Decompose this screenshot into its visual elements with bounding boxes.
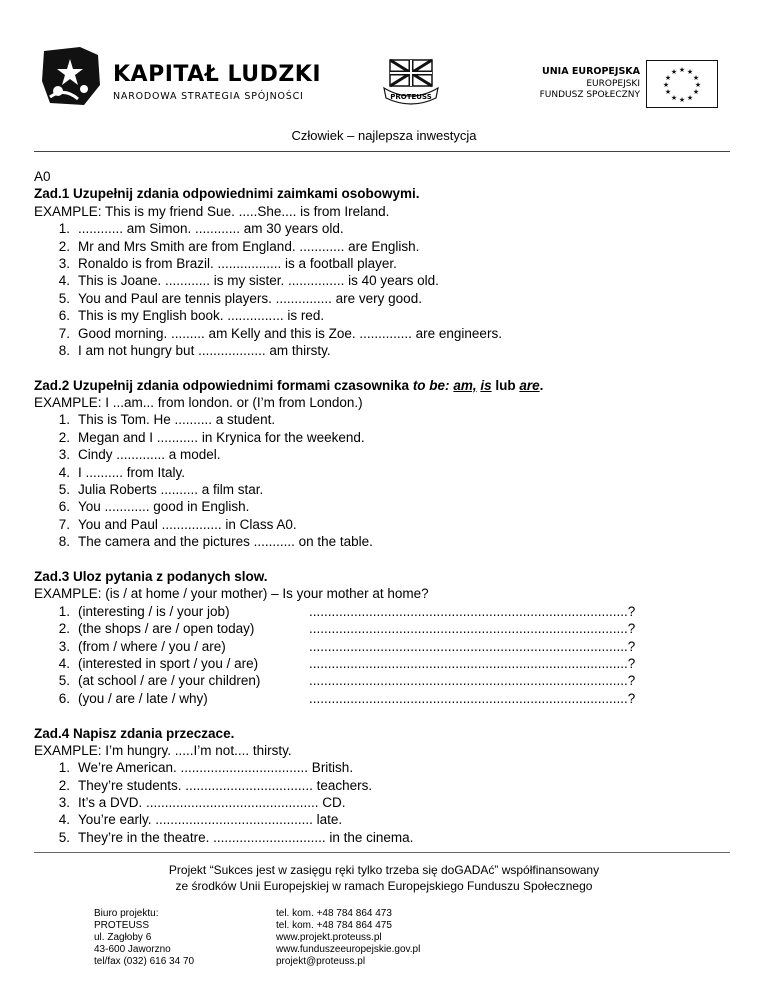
ue-text-block xyxy=(540,66,640,100)
kapital-ludzki-subtitle: NARODOWA STRATEGIA SPÓJNOŚCI xyxy=(113,91,304,102)
proteuss-logo xyxy=(380,58,442,108)
item-number: 2. xyxy=(58,429,70,445)
item-text: You and Paul are tennis players. ............... are very good. xyxy=(78,290,422,306)
item-text: I .......... from Italy. xyxy=(78,464,186,480)
item-text: Julia Roberts .......... a film star. xyxy=(78,482,264,498)
zad3-item xyxy=(34,655,734,672)
zad1-example: EXAMPLE: This is my friend Sue. .....She.... is from Ireland. xyxy=(34,203,390,219)
svg-text:★: ★ xyxy=(686,94,694,102)
svg-text:★: ★ xyxy=(664,74,672,82)
item-number: 3. xyxy=(58,447,70,463)
zad2-item xyxy=(34,498,734,515)
item-number: 7. xyxy=(58,325,70,341)
worksheet-content xyxy=(34,168,734,846)
item-text: Mr and Mrs Smith are from England. ............ are English. xyxy=(78,238,420,254)
zad1-list xyxy=(34,220,734,359)
footer-contact-line: tel. kom. +48 784 864 473 xyxy=(276,908,392,919)
item-text: Good morning. ......... am Kelly and this is Zoe. .............. are engineers. xyxy=(78,325,502,341)
footer-contact-line: tel. kom. +48 784 864 475 xyxy=(276,920,392,931)
item-text: Cindy ............. a model. xyxy=(78,447,221,463)
item-text: It’s a DVD. .............................................. CD. xyxy=(78,795,346,811)
item-number: 8. xyxy=(58,342,70,358)
item-number: 2. xyxy=(58,238,70,254)
zad3-item xyxy=(34,672,734,689)
item-number: 4. xyxy=(58,812,70,828)
zad1-item xyxy=(34,220,734,237)
zad3-item xyxy=(34,638,734,655)
footer-contact-line: www.projekt.proteuss.pl xyxy=(276,932,382,943)
item-number: 8. xyxy=(58,534,70,550)
footer-address-line: ul. Zagłoby 6 xyxy=(94,932,152,943)
level-label: A0 xyxy=(34,169,51,184)
ue-line1: UNIA EUROPEJSKA xyxy=(542,66,640,77)
project-info xyxy=(0,862,768,894)
ue-line3: FUNDUSZ SPOŁECZNY xyxy=(539,90,640,100)
item-number: 3. xyxy=(58,795,70,811)
item-text: They’re in the theatre. .............................. in the cinema. xyxy=(78,829,414,845)
zad1-item xyxy=(34,272,734,289)
footer-address-line: tel/fax (032) 616 34 70 xyxy=(94,956,195,967)
zad4-item xyxy=(34,829,734,846)
zad2-list xyxy=(34,411,734,550)
zad4-example: EXAMPLE: I’m hungry. .....I’m not.... thirsty. xyxy=(34,742,292,758)
item-text: You and Paul ................ in Class A0. xyxy=(78,516,297,532)
project-line1: Projekt “Sukces jest w zasięgu ręki tylko trzeba się doGADAć” współfinansowany xyxy=(168,863,600,877)
item-number: 1. xyxy=(58,760,70,776)
answer-line: .....................................................................................? xyxy=(309,655,636,671)
proteuss-label: PROTEUSS xyxy=(390,93,432,101)
footer-contact-line: projekt@proteuss.pl xyxy=(276,956,366,967)
item-number: 5. xyxy=(58,829,70,845)
zad4-list xyxy=(34,759,734,846)
item-number: 6. xyxy=(58,308,70,324)
item-number: 4. xyxy=(58,464,70,480)
item-text: We’re American. .................................. British. xyxy=(78,760,354,776)
zad2-title-is: is xyxy=(480,377,492,393)
item-number: 5. xyxy=(58,482,70,498)
item-text: This is Joane. ............ is my sister. ............... is 40 years old. xyxy=(78,273,439,289)
ue-line2: EUROPEJSKI xyxy=(586,79,640,89)
item-number: 3. xyxy=(58,255,70,271)
item-text: (from / where / you / are) xyxy=(78,638,226,654)
zad2-item xyxy=(34,446,734,463)
zad2-title-are: are xyxy=(519,377,540,393)
item-text: They’re students. .................................. teachers. xyxy=(78,777,373,793)
zad3-example: EXAMPLE: (is / at home / your mother) – Is your mother at home? xyxy=(34,586,429,602)
svg-text:★: ★ xyxy=(670,94,678,102)
item-text: (interesting / is / your job) xyxy=(78,603,230,619)
footer-divider xyxy=(34,852,730,853)
zad4-item xyxy=(34,794,734,811)
zad4-item xyxy=(34,811,734,828)
answer-line: .....................................................................................? xyxy=(309,621,636,637)
item-number: 1. xyxy=(58,412,70,428)
zad3-item xyxy=(34,620,734,637)
item-number: 6. xyxy=(58,690,70,706)
zad2-title: Zad.2 Uzupełnij zdania odpowiednimi formami czasownika to be: am, is lub are. xyxy=(34,377,544,393)
zad2-item xyxy=(34,429,734,446)
zad2-item xyxy=(34,464,734,481)
item-number: 5. xyxy=(58,290,70,306)
item-text: The camera and the pictures ........... on the table. xyxy=(78,534,373,550)
project-line2: ze środków Unii Europejskiej w ramach Europejskiego Funduszu Społecznego xyxy=(175,879,593,893)
zad2-title-tobe: to be: xyxy=(412,377,450,393)
footer-contact-line: www.funduszeeuropejskie.gov.pl xyxy=(276,944,421,955)
svg-text:★: ★ xyxy=(664,88,672,96)
item-number: 6. xyxy=(58,499,70,515)
item-number: 2. xyxy=(58,621,70,637)
item-number: 3. xyxy=(58,638,70,654)
answer-line: .....................................................................................? xyxy=(309,638,636,654)
item-text: You’re early. .......................................... late. xyxy=(78,812,343,828)
svg-text:★: ★ xyxy=(678,96,686,104)
zad2-item xyxy=(34,516,734,533)
eu-flag-icon xyxy=(646,60,718,108)
footer-address-line: PROTEUSS xyxy=(94,920,150,931)
zad1-item xyxy=(34,325,734,342)
item-number: 1. xyxy=(58,603,70,619)
zad1-item xyxy=(34,238,734,255)
svg-text:★: ★ xyxy=(670,68,678,76)
item-text: ............ am Simon. ............ am 30 years old. xyxy=(78,221,344,237)
kapital-ludzki-logo xyxy=(40,45,104,109)
item-text: Megan and I ........... in Krynica for the weekend. xyxy=(78,429,365,445)
item-text: (interested in sport / you / are) xyxy=(78,655,259,671)
zad2-item xyxy=(34,481,734,498)
zad4-item xyxy=(34,759,734,776)
svg-text:★: ★ xyxy=(694,81,702,89)
svg-text:★: ★ xyxy=(678,66,686,74)
zad1-title: Zad.1 Uzupełnij zdania odpowiednimi zaimkami osobowymi. xyxy=(34,186,420,202)
zad4-item xyxy=(34,777,734,794)
svg-text:★: ★ xyxy=(692,88,700,96)
answer-line: .....................................................................................? xyxy=(309,690,636,706)
zad2-item xyxy=(34,533,734,550)
item-text: (at school / are / your children) xyxy=(78,673,261,689)
zad2-item xyxy=(34,411,734,428)
zad1-item xyxy=(34,290,734,307)
zad1-item xyxy=(34,307,734,324)
footer-address xyxy=(94,908,194,968)
footer-address-line: Biuro projektu: xyxy=(94,908,159,919)
svg-text:★: ★ xyxy=(686,68,694,76)
zad3-item xyxy=(34,690,734,707)
zad2-title-text: Zad.2 Uzupełnij zdania odpowiednimi formami czasownika xyxy=(34,377,413,393)
item-text: This is my English book. ............... is red. xyxy=(78,308,325,324)
zad4-title: Zad.4 Napisz zdania przeczace. xyxy=(34,725,235,741)
zad1-item xyxy=(34,255,734,272)
answer-line: .....................................................................................? xyxy=(309,603,636,619)
footer-contacts xyxy=(276,908,420,968)
zad2-title-am: am, xyxy=(453,377,477,393)
item-text: Ronaldo is from Brazil. ................. is a football player. xyxy=(78,255,397,271)
item-text: This is Tom. He .......... a student. xyxy=(78,412,276,428)
item-text: (you / are / late / why) xyxy=(78,690,208,706)
zad3-list xyxy=(34,603,734,707)
item-number: 4. xyxy=(58,655,70,671)
item-text: (the shops / are / open today) xyxy=(78,621,255,637)
kapital-ludzki-title: KAPITAŁ LUDZKI xyxy=(113,62,322,87)
item-text: You ............ good in English. xyxy=(78,499,250,515)
zad1-item xyxy=(34,342,734,359)
item-number: 4. xyxy=(58,273,70,289)
footer-address-line: 43-600 Jaworzno xyxy=(94,944,171,955)
svg-text:★: ★ xyxy=(662,81,670,89)
motto: Człowiek – najlepsza inwestycja xyxy=(291,128,477,143)
zad3-item xyxy=(34,603,734,620)
item-number: 1. xyxy=(58,221,70,237)
answer-line: .....................................................................................? xyxy=(309,673,636,689)
zad3-title: Zad.3 Uloz pytania z podanych slow. xyxy=(34,568,268,584)
item-number: 5. xyxy=(58,673,70,689)
header-divider xyxy=(34,151,730,152)
svg-text:★: ★ xyxy=(692,74,700,82)
item-text: I am not hungry but .................. am thirsty. xyxy=(78,342,331,358)
zad2-example: EXAMPLE: I ...am... from london. or (I’m from London.) xyxy=(34,395,363,411)
item-number: 2. xyxy=(58,777,70,793)
item-number: 7. xyxy=(58,516,70,532)
